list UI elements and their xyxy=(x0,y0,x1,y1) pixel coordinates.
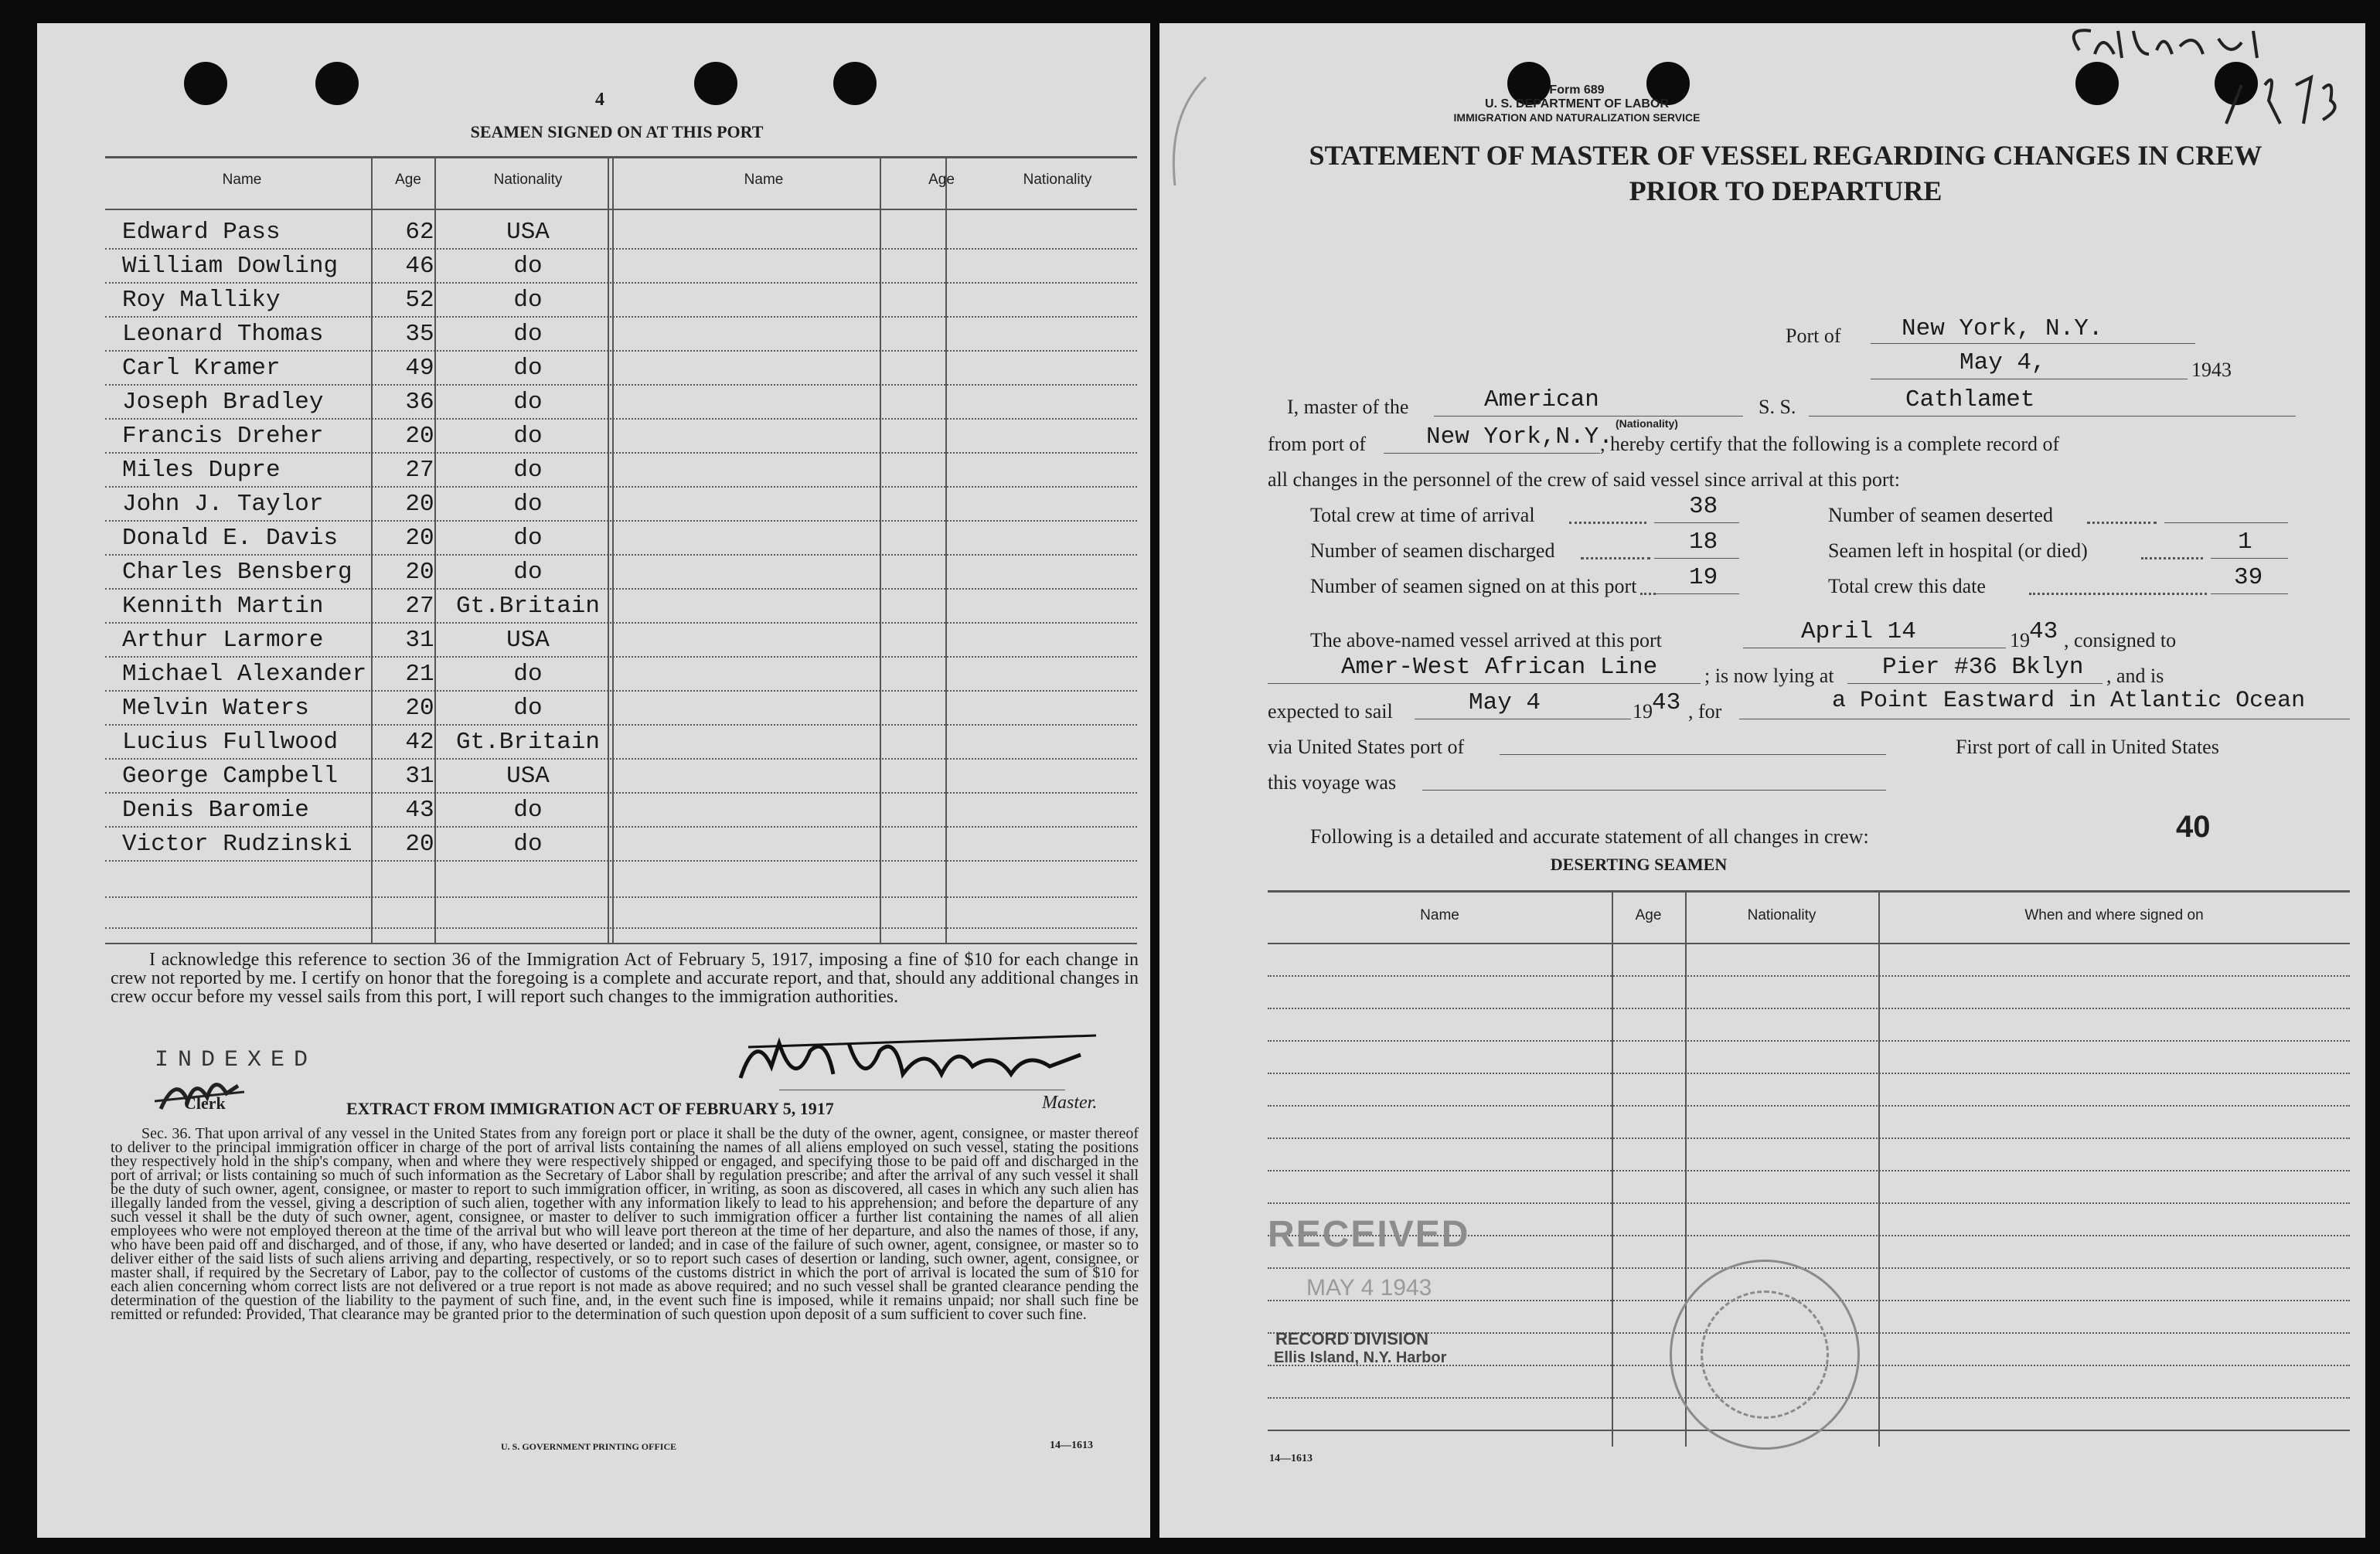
page-mark: 40 xyxy=(2176,810,2211,844)
handwritten-corner-mark xyxy=(2064,23,2342,147)
destination-value: a Point Eastward in Atlantic Ocean xyxy=(1832,688,2306,714)
table-row xyxy=(37,423,1150,454)
arrived-year: 43 xyxy=(2029,618,2058,645)
form-title-line1: STATEMENT OF MASTER OF VESSEL REGARDING CHANGES IN CREW xyxy=(1309,140,2263,171)
seaman-age: 36 xyxy=(405,389,434,416)
desert-header-age: Age xyxy=(1635,907,1662,923)
ellis-island: Ellis Island, N.Y. Harbor xyxy=(1274,1349,1447,1366)
seaman-nationality: Gt.Britain xyxy=(455,593,601,620)
col-header-nationality: Nationality xyxy=(493,172,563,188)
record-division: RECORD DIVISION xyxy=(1275,1329,1429,1348)
table-row xyxy=(37,627,1150,658)
printing-office: U. S. GOVERNMENT PRINTING OFFICE xyxy=(501,1441,677,1452)
received-stamp: RECEIVED xyxy=(1268,1214,1470,1255)
voyage-label: this voyage was xyxy=(1268,771,1397,794)
seaman-name: Leonard Thomas xyxy=(122,321,324,348)
ss-label: S. S. xyxy=(1759,396,1796,418)
seaman-age: 52 xyxy=(405,287,434,314)
seaman-age: 42 xyxy=(405,729,434,756)
department: U. S. DEPARTMENT OF LABOR xyxy=(1485,97,1669,111)
seaman-nationality: do xyxy=(513,389,543,416)
service: IMMIGRATION AND NATURALIZATION SERVICE xyxy=(1453,111,1701,124)
seaman-nationality: do xyxy=(513,253,543,280)
total-arrival-label: Total crew at time of arrival xyxy=(1310,504,1535,526)
table-row xyxy=(37,389,1150,420)
left-page xyxy=(37,23,1150,1538)
punch-hole xyxy=(315,62,359,105)
section-title: SEAMEN SIGNED ON AT THIS PORT xyxy=(470,122,764,141)
hospital-value: 1 xyxy=(2238,529,2252,556)
certify-text: , hereby certify that the following is a complete record of xyxy=(1600,433,2060,455)
port-value: New York, N.Y. xyxy=(1902,315,2103,342)
form-title-line2: PRIOR TO DEPARTURE xyxy=(1629,175,1942,206)
seaman-nationality: do xyxy=(513,661,543,688)
right-page xyxy=(1159,23,2365,1538)
table-row xyxy=(37,559,1150,590)
form-number: Form 689 xyxy=(1549,83,1605,97)
seaman-name: Kennith Martin xyxy=(122,593,324,620)
table-row xyxy=(37,661,1150,692)
seaman-name: Charles Bensberg xyxy=(122,559,352,586)
master-label: Master. xyxy=(1042,1093,1098,1113)
hospital-label: Seamen left in hospital (or died) xyxy=(1828,539,2088,562)
deserting-title: DESERTING SEAMEN xyxy=(1550,855,1728,874)
col-header-name-2: Name xyxy=(744,172,784,188)
col-header-nationality-2: Nationality xyxy=(1023,172,1092,188)
seaman-name: Melvin Waters xyxy=(122,695,309,722)
table-row xyxy=(37,729,1150,760)
table-row xyxy=(37,457,1150,488)
table-row xyxy=(37,219,1150,250)
seaman-nationality: do xyxy=(513,457,543,484)
seaman-nationality: do xyxy=(513,831,543,858)
total-date-value: 39 xyxy=(2234,564,2263,591)
sail-year: 43 xyxy=(1652,689,1681,716)
handwritten-corner xyxy=(2087,23,2088,24)
seaman-nationality: do xyxy=(513,491,543,518)
seaman-nationality: do xyxy=(513,321,543,348)
seaman-nationality: do xyxy=(513,525,543,552)
seaman-name: Victor Rudzinski xyxy=(122,831,352,858)
lying-value: Pier #36 Bklyn xyxy=(1882,654,2084,681)
signed-on-value: 19 xyxy=(1689,564,1718,591)
seaman-name: Miles Dupre xyxy=(122,457,281,484)
from-port-value: New York,N.Y. xyxy=(1426,423,1613,451)
indexed-stamp: INDEXED xyxy=(155,1047,318,1073)
table-top-rule xyxy=(105,156,1137,158)
port-label: Port of xyxy=(1786,325,1841,347)
seaman-age: 35 xyxy=(405,321,434,348)
seaman-age: 20 xyxy=(405,831,434,858)
consignee-value: Amer-West African Line xyxy=(1341,654,1658,681)
seaman-nationality: do xyxy=(513,423,543,450)
table-row xyxy=(37,525,1150,556)
seaman-age: 62 xyxy=(405,219,434,246)
table-row xyxy=(37,355,1150,386)
seaman-nationality: Gt.Britain xyxy=(455,729,601,756)
from-port-label: from port of xyxy=(1268,433,1367,455)
seaman-nationality: USA xyxy=(506,627,550,654)
seaman-age: 46 xyxy=(405,253,434,280)
pencil-mark xyxy=(1159,70,1221,193)
acknowledgment-text: I acknowledge this reference to section 36 of the Immigration Act of February 5, 1917, imposing a fine of $10 for each change in crew not reported by me. I certify on honor that the foregoing is a complete and accurate report, and that, should any additional changes in crew occur before my vessel sails from this port, I will report such changes to the immigration authorities. xyxy=(111,950,1139,1007)
date-value: May 4, xyxy=(1959,349,2046,376)
seaman-age: 20 xyxy=(405,559,434,586)
col-header-name: Name xyxy=(222,172,262,188)
received-date: MAY 4 1943 xyxy=(1306,1275,1432,1301)
punch-hole xyxy=(694,62,737,105)
seaman-nationality: do xyxy=(513,559,543,586)
col-header-age: Age xyxy=(395,172,421,188)
signed-on-label: Number of seamen signed on at this port xyxy=(1310,575,1637,597)
seaman-name: Arthur Larmore xyxy=(122,627,324,654)
seaman-nationality: do xyxy=(513,797,543,824)
and-is-label: , and is xyxy=(2106,665,2164,687)
col-header-age-2: Age xyxy=(928,172,955,188)
nationality-value: American xyxy=(1484,386,1599,413)
page-number: 4 xyxy=(595,90,604,110)
date-year: 1943 xyxy=(2191,359,2232,381)
table-row xyxy=(37,491,1150,522)
seaman-age: 31 xyxy=(405,763,434,790)
seaman-nationality: USA xyxy=(506,763,550,790)
ship-value: Cathlamet xyxy=(1905,386,2035,413)
arrived-year-prefix: 19 xyxy=(2010,629,2030,651)
punch-hole xyxy=(833,62,877,105)
seaman-age: 20 xyxy=(405,491,434,518)
seaman-name: Donald E. Davis xyxy=(122,525,339,552)
seaman-name: Carl Kramer xyxy=(122,355,281,382)
clerk-label: Clerk xyxy=(184,1093,226,1113)
table-row xyxy=(37,593,1150,624)
consigned-label: , consigned to xyxy=(2064,629,2177,651)
extract-text: Sec. 36. That upon arrival of any vessel in the United States from any foreign port or place it shall be the duty of the owner, agent, consignee, or master thereof to deliver to the principal immigration officer in charge of the port of arrival lists containing the names of all aliens employed on such vessel, stating the positions they respectively hold in the ship's company, when and where they were respectively shipped or engaged, and specifying those to be paid off and discharged in the port of arrival; or lists containing so much of such information as the Secretary of Labor shall by regulation prescribe; and after the arrival of any such vessel it shall be the duty of such owner, agent, consignee, or master to report to such immigration officer, in writing, as soon as discovered, all cases in which any such alien has illegally landed from the vessel, giving a description of such alien, together with any information likely to lead to his apprehension; and before the departure of any such vessel it shall be the duty of such owner, agent, consignee, or master to deliver to such immigration officer a further list containing the names of all alien employees who were not employed thereon at the time of the arrival but who will leave port thereon at the time of her departure, and also the names of those, if any, who have been paid off and discharged, and of those, if any, who have deserted or landed; and in case of the failure of such owner, agent, consignee, or master so to deliver either of the said lists of such aliens arriving and departing, respectively, or so to report such cases of desertion or landing, such owner, agent, consignee, or master shall, if required by the Secretary of Labor, pay to the collector of customs of the customs district in which the port of arrival is located the sum of $10 for each alien concerning whom correct lists are not delivered or a true report is not made as above required; and no such vessel shall be granted clearance pending the determination of the question of the liability to the payment of such fine, and, in the event such fine is imposed, while it remains unpaid; nor shall such fine be remitted or refunded: Provided, That clearance may be granted prior to the determination of such question upon deposit of a sum sufficient to cover such fine. xyxy=(111,1125,1139,1323)
expected-label: expected to sail xyxy=(1268,700,1393,723)
seaman-name: John J. Taylor xyxy=(122,491,324,518)
sail-year-prefix: 19 xyxy=(1633,700,1653,723)
for-label: , for xyxy=(1688,700,1722,723)
arrived-label: The above-named vessel arrived at this port xyxy=(1310,629,1662,651)
desert-header-nationality: Nationality xyxy=(1747,907,1816,923)
table-row xyxy=(37,321,1150,352)
sail-value: May 4 xyxy=(1469,689,1541,716)
desert-header-when-where: When and where signed on xyxy=(2024,907,2204,923)
total-arrival-value: 38 xyxy=(1689,493,1718,520)
lying-label: ; is now lying at xyxy=(1704,665,1834,687)
seaman-name: William Dowling xyxy=(122,253,339,280)
seaman-nationality: do xyxy=(513,355,543,382)
seaman-nationality: USA xyxy=(506,219,550,246)
seaman-name: Joseph Bradley xyxy=(122,389,324,416)
seaman-age: 43 xyxy=(405,797,434,824)
form-code-left: 14—1613 xyxy=(1050,1440,1093,1451)
master-signature xyxy=(771,1028,772,1029)
seaman-age: 31 xyxy=(405,627,434,654)
seaman-age: 20 xyxy=(405,525,434,552)
seaman-age: 49 xyxy=(405,355,434,382)
table-row xyxy=(37,695,1150,726)
extract-title: EXTRACT FROM IMMIGRATION ACT OF FEBRUARY 5, 1917 xyxy=(346,1099,834,1118)
certify-text-2: all changes in the personnel of the crew of said vessel since arrival at this port: xyxy=(1268,468,1901,491)
seaman-name: Denis Baromie xyxy=(122,797,309,824)
table-row xyxy=(37,287,1150,318)
table-row xyxy=(37,831,1150,862)
table-row xyxy=(37,253,1150,284)
following-label: Following is a detailed and accurate statement of all changes in crew: xyxy=(1310,825,1869,848)
desert-table-top xyxy=(1268,890,2350,893)
table-header-rule xyxy=(105,209,1137,210)
seaman-name: Michael Alexander xyxy=(122,661,367,688)
discharged-label: Number of seamen discharged xyxy=(1310,539,1555,562)
punch-hole xyxy=(184,62,227,105)
seaman-age: 20 xyxy=(405,423,434,450)
nationality-caption: (Nationality) xyxy=(1616,417,1678,430)
table-bottom-rule xyxy=(105,943,1137,944)
first-port-label: First port of call in United States xyxy=(1956,736,2219,758)
total-date-label: Total crew this date xyxy=(1828,575,1986,597)
via-label: via United States port of xyxy=(1268,736,1465,758)
discharged-value: 18 xyxy=(1689,529,1718,556)
seaman-age: 21 xyxy=(405,661,434,688)
seaman-nationality: do xyxy=(513,695,543,722)
form-code-right: 14—1613 xyxy=(1269,1453,1313,1464)
seaman-age: 27 xyxy=(405,457,434,484)
seaman-name: Roy Malliky xyxy=(122,287,281,314)
table-row xyxy=(37,763,1150,794)
seaman-name: Edward Pass xyxy=(122,219,281,246)
seaman-name: Lucius Fullwood xyxy=(122,729,339,756)
seaman-name: Francis Dreher xyxy=(122,423,324,450)
master-of-label: I, master of the xyxy=(1287,396,1409,418)
table-row xyxy=(37,797,1150,828)
arrived-value: April 14 xyxy=(1801,618,1916,645)
desert-header-name: Name xyxy=(1420,907,1459,923)
seaman-age: 20 xyxy=(405,695,434,722)
seaman-nationality: do xyxy=(513,287,543,314)
deserted-label: Number of seamen deserted xyxy=(1828,504,2053,526)
seaman-age: 27 xyxy=(405,593,434,620)
seaman-name: George Campbell xyxy=(122,763,339,790)
